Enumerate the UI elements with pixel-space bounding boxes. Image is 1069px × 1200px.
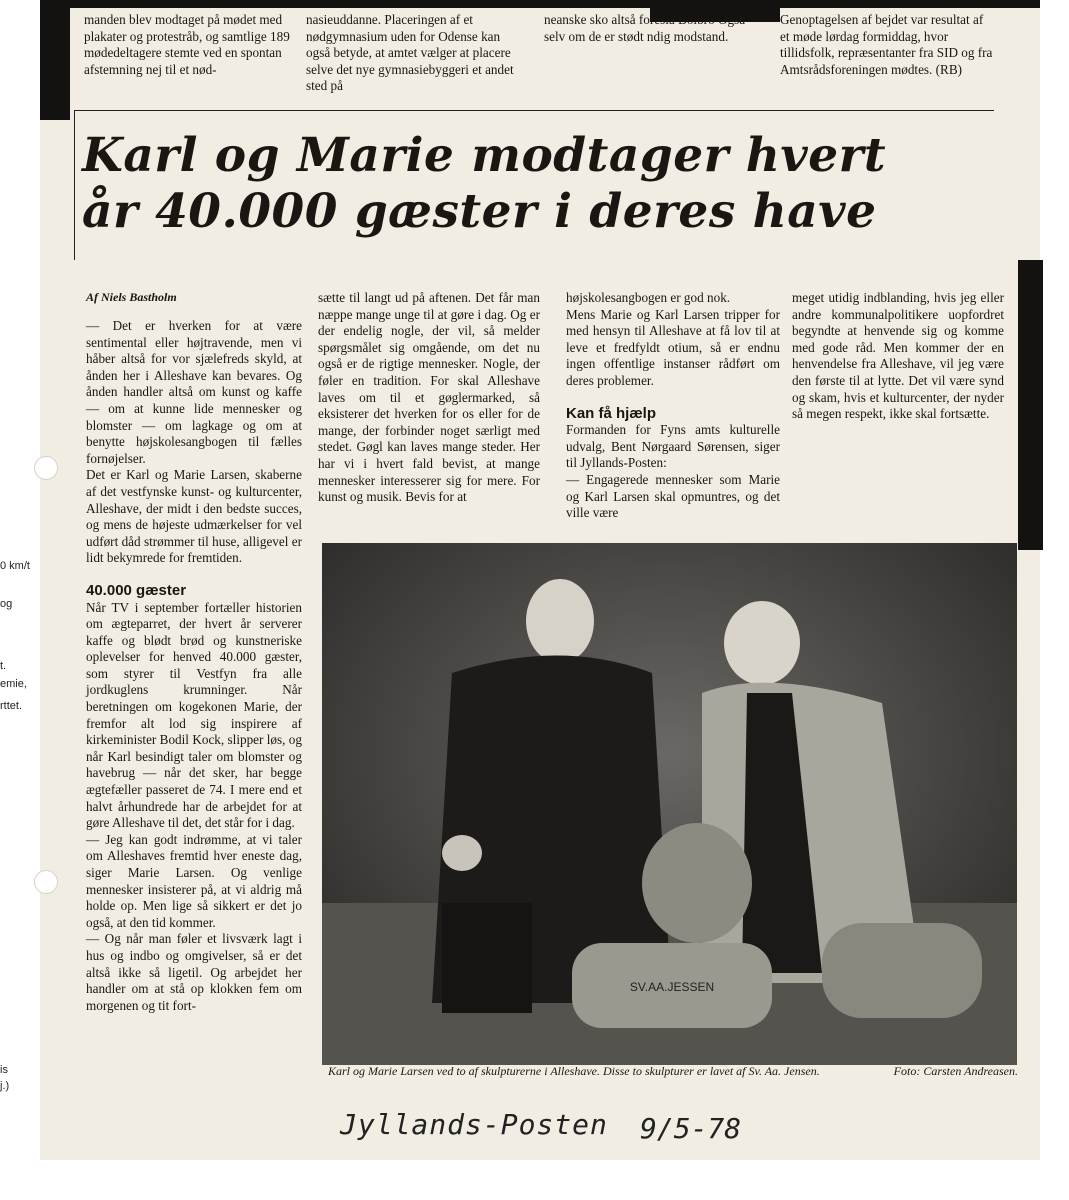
top-article-col2: nasieuddanne. Placeringen af et nødgymnasium uden for Odense kan også betyde, at amtet vælger at placere selve det nye gymnasiebyggeri et andet sted på [306, 12, 514, 94]
article-column-1 [86, 318, 302, 1014]
top-article-col4: Genoptagelsen af bejdet var resultat af et møde lørdag formiddag, hvor tillidsfolk, repræsentanter fra SID og fra Amtsrådsforeningen mødtes. (RB) [780, 12, 993, 77]
paragraph: — Det er hverken for at være sentimental eller højtravende, men vi håber altså for vor sjælefreds skyld, at ånden her i Alleshave kan bevares. Og ånden handler altså om kunst og kaffe — om at kunne lide mennesker og blomster — om lagkage og om at benytte højskolesangbogen til fælles fornøjelser. [86, 318, 302, 466]
paragraph: Mens Marie og Karl Larsen tripper for med hensyn til Alleshave at få lov til at leve et fredfyldt otium, så er endnu ingen offentlige instanser rådført om deres problemer. [566, 306, 780, 388]
photo-caption [328, 1064, 1018, 1079]
top-article-col1: manden blev modtaget på mødet med plakater og protestråb, og samtlige 189 mødedeltagere stemte ved en spontan afstemning nej til et nød- [84, 12, 290, 77]
margin-fragment: og [0, 598, 13, 610]
article-headline [82, 128, 1002, 240]
paragraph: sætte til langt ud på aftenen. Det får man næppe mange unge til at gøre i dag. Og er der endelig nogle, der vil, så melder spørgsmålet sig omgående, om det nu også er de rigtige mennesker. Nogle, der føler en tradition. For skal Alleshave laves om til et gøglermarked, så eksisterer det hverken for os eller for de mange, der forbinder noget særligt med stedet. Gøgl kan laves mange steder. Her har vi i hvert fald bevist, at mange mennesker interesserer sig for mere. For kunst og musik. Bevis for at [318, 290, 540, 505]
margin-fragment: 0 km/t [0, 560, 30, 572]
article-column-4 [792, 290, 1004, 423]
headline-line-2: år 40.000 gæster i deres have [82, 184, 877, 239]
left-column-rule [74, 110, 75, 260]
byline: Af Niels Bastholm [86, 290, 177, 304]
margin-fragment: emie, [0, 678, 27, 690]
paragraph: højskolesangbogen er god nok. [566, 290, 731, 305]
paragraph: — Jeg kan godt indrømme, at vi taler om Alleshaves fremtid hver eneste dag, siger Marie Larsen. Og venlige mennesker insisterer på, at vi aldrig må holde op. Men lige så sikkert er det jo også, at den tid kommer. [86, 831, 302, 930]
top-article-col3: neanske sko altså foreslå Bolbro Også selv om de er stødt ndig modstand. [544, 12, 746, 44]
paragraph: meget utidig indblanding, hvis jeg eller andre kommunalpolitikere uopfordret begyndte at henvende sig og komme med gode råd. Men kommer der en henvendelse fra Alleshave, vil jeg være den første til at lytte. Det vil være synd og skam, hvis et kulturcenter, der nyder så megen respekt, ikke skal fortsætte. [792, 290, 1004, 422]
torn-edge-top [40, 0, 1040, 8]
paragraph: — Engagerede mennesker som Marie og Karl Larsen skal opmuntres, og det ville være [566, 471, 780, 521]
photo-credit: Foto: Carsten Andreasen. [893, 1064, 1018, 1078]
subheading: Kan få hjælp [566, 404, 657, 422]
paragraph: Når TV i september fortæller historien om ægteparret, der hvert år serverer kaffe og blødt brød og kunstneriske oplevelser for henved 40.000 gæster, som styrer til Vestfyn fra alle jordkuglens krumninger. Når beretningen om kogekonen Marie, der fremfor alt lod sig inspirere af kirkeminister Bodil Kock, slipper løs, og når Karl besindigt taler om blomster og havebrug — når det sker, har begge ægtefæller passeret de 74. I mere end et halvt århundrede har de arbejdet for at gøre Alleshave til det, det står for i dag. [86, 599, 302, 831]
margin-fragment: rttet. [0, 700, 23, 712]
photo-illustration [322, 543, 1017, 1065]
headline-line-1: Karl og Marie modtager hvert [82, 128, 887, 183]
stone-inscription: SV.AA.JESSEN [629, 980, 715, 994]
article-photo [322, 543, 1017, 1065]
article-column-2 [318, 290, 540, 506]
punch-hole [34, 870, 58, 894]
paragraph: Formanden for Fyns amts kulturelle udvalg, Bent Nørgaard Sørensen, siger til Jyllands-Posten: [566, 422, 780, 471]
torn-edge-left [40, 0, 70, 120]
margin-fragment: j.) [0, 1080, 10, 1092]
handwritten-source: Jyllands-Posten [340, 1108, 608, 1141]
margin-fragment: t. [0, 660, 7, 672]
caption-text: Karl og Marie Larsen ved to af skulpturerne i Alleshave. Disse to skulpturer er lavet af Sv. Aa. Jensen. [328, 1064, 820, 1078]
torn-edge-right [1018, 260, 1043, 550]
paragraph: — Og når man føler et livsværk lagt i hus og indbo og omgivelser, så er det altså ikke så ligetil. Og arbejdet her handler om at stå op klokken fem om morgenen og tit fort- [86, 931, 302, 1013]
article-column-3 [566, 290, 780, 522]
subheading: 40.000 gæster [86, 581, 187, 599]
punch-hole [34, 456, 58, 480]
margin-fragment: is [0, 1064, 8, 1076]
handwritten-date: 9/5-78 [640, 1112, 742, 1145]
paragraph: Det er Karl og Marie Larsen, skaberne af det vestfynske kunst- og kulturcenter, Alleshave, der midt i den bedste succes, og mens de højeste udmærkelser for vel udført dåd strømmer til huse, alligevel er lidt bekymrede for fremtiden. [86, 467, 302, 566]
top-divider [74, 110, 994, 111]
